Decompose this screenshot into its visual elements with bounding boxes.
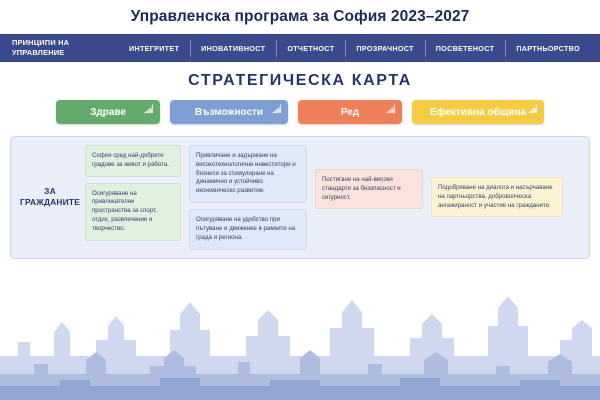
pillar-card-opportunities[interactable]: [170, 100, 288, 124]
column-opportunities: [185, 145, 311, 250]
citizens-band: [10, 136, 590, 259]
sofia-skyline-illustration: [0, 270, 600, 400]
nav-item-list: [118, 44, 600, 53]
citizens-band-label: ЗА ГРАЖДАНИТЕ: [20, 186, 80, 208]
strategic-map-title: СТРАТЕГИЧЕСКА КАРТА: [188, 72, 412, 89]
pillar-label-effective-municipality: Ефективна община: [430, 106, 526, 118]
primary-nav: [0, 34, 600, 62]
pillar-card-effective-municipality[interactable]: [412, 100, 544, 124]
column-effective-municipality: [427, 145, 567, 250]
column-health: [81, 145, 185, 250]
nav-brand-label: ПРИНЦИПИ НА УПРАВЛЕНИЕ: [12, 38, 70, 57]
nav-item-dedication[interactable]: ПОСВЕТЕНОСТ: [425, 44, 506, 53]
objective-card[interactable]: Постигане на най-високи стандарти за безопасност и сигурност.: [315, 169, 423, 209]
nav-item-transparency[interactable]: ПРОЗРАЧНОСТ: [345, 44, 424, 53]
objective-card[interactable]: Привличане и задържане на високотехнологични инвеститори и бизнеси за стимулиране на динамично и устойчиво икономическо развитие.: [189, 145, 307, 203]
page-title: Управленска програма за София 2023–2027: [130, 8, 470, 25]
column-order: [311, 145, 427, 250]
page-header: [0, 0, 600, 34]
pillar-label-health: Здраве: [90, 106, 126, 118]
column-spacer: [431, 145, 563, 171]
pillar-label-order: Ред: [340, 106, 360, 118]
objective-card[interactable]: София сред най-добрите градове за живот и работа.: [85, 145, 181, 177]
column-spacer: [315, 145, 423, 163]
arrow-icon: [271, 103, 282, 114]
pillar-card-health[interactable]: [56, 100, 160, 124]
objective-card[interactable]: Осигуряване на привлекателни пространства за спорт, отдих, развлечение и творчество.: [85, 183, 181, 241]
nav-item-partnership[interactable]: ПАРТНЬОРСТВО: [505, 44, 591, 53]
arrow-icon: [385, 103, 396, 114]
pillar-row: [0, 100, 600, 124]
nav-item-innovation[interactable]: ИНОВАТИВНОСТ: [190, 44, 276, 53]
arrow-icon: [527, 103, 538, 114]
objective-card[interactable]: Осигуряване на удобство при пътуване и движение в рамките на града и региона.: [189, 209, 307, 249]
strategic-map-section: [0, 62, 600, 259]
arrow-icon: [143, 103, 154, 114]
nav-item-integrity[interactable]: ИНТЕГРИТЕТ: [129, 43, 180, 53]
nav-item-accountability[interactable]: ОТЧЕТНОСТ: [276, 44, 345, 53]
pillar-label-opportunities: Възможности: [194, 106, 264, 118]
pillar-card-order[interactable]: [298, 100, 402, 124]
objective-card[interactable]: Подобряване на диалога и насърчаване на партньорства, доброволческа ангажираност и участие на гражданите.: [431, 177, 563, 217]
